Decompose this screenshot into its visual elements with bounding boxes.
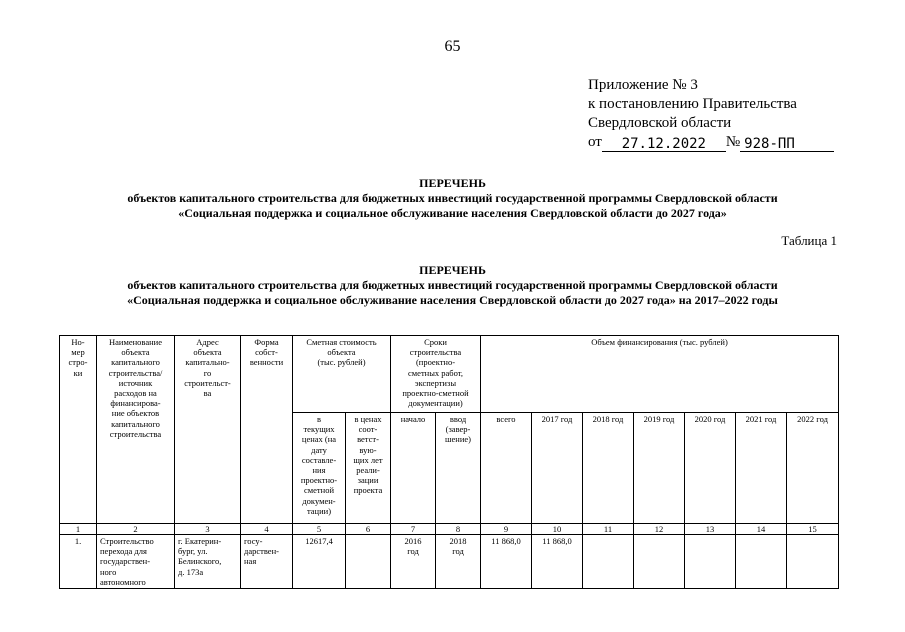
column-number: 15: [787, 524, 839, 535]
header-end: ввод (завер- шение): [436, 413, 481, 524]
column-number: 8: [436, 524, 481, 535]
column-number: 12: [634, 524, 685, 535]
resolution-date: 27.12.2022: [602, 135, 726, 152]
header-cost-period: в ценах соот- ветст- вую- щих лет реали- зации проекта: [346, 413, 391, 524]
cell-2019: [634, 535, 685, 589]
header-2018: 2018 год: [583, 413, 634, 524]
column-number: 11: [583, 524, 634, 535]
cell-object-name: Строительство перехода для государствен- ного автономного: [97, 535, 175, 589]
appendix-line-2: к постановлению Правительства: [588, 96, 797, 112]
cell-2021: [736, 535, 787, 589]
table-label: Таблица 1: [781, 233, 837, 248]
header-2020: 2020 год: [685, 413, 736, 524]
appendix-block: [588, 76, 834, 152]
cell-2018: [583, 535, 634, 589]
header-address: Адрес объекта капитально- го строительст- ва: [175, 336, 241, 524]
list-title-2-line-2: объектов капитального строительства для бюджетных инвестиций государственной программы Свердловской области: [127, 278, 778, 292]
resolution-number: 928-ПП: [740, 135, 834, 152]
column-number: 9: [481, 524, 532, 535]
list-title-1-line-3: «Социальная поддержка и социальное обслуживание населения Свердловской области до 2027 года»: [178, 206, 727, 220]
column-number: 5: [293, 524, 346, 535]
header-2019: 2019 год: [634, 413, 685, 524]
header-2017: 2017 год: [532, 413, 583, 524]
from-label: от: [588, 134, 602, 150]
header-start: начало: [391, 413, 436, 524]
cell-start: 2016 год: [391, 535, 436, 589]
column-number: 10: [532, 524, 583, 535]
cell-ownership: госу- дарствен- ная: [241, 535, 293, 589]
header-cost-current: в текущих ценах (на дату составле- ния проектно- сметной докумен- тации): [293, 413, 346, 524]
column-number: 13: [685, 524, 736, 535]
column-number: 3: [175, 524, 241, 535]
header-construction-terms: Сроки строительства (проектно- сметных работ, экспертизы проектно-сметной документации): [391, 336, 481, 413]
cell-cost-current: 12617,4: [293, 535, 346, 589]
header-estimated-cost: Сметная стоимость объекта (тыс. рублей): [293, 336, 391, 413]
header-ownership: Форма собст- венности: [241, 336, 293, 524]
cell-2017: 11 868,0: [532, 535, 583, 589]
list-title-2: [0, 263, 905, 308]
column-number: 4: [241, 524, 293, 535]
cell-2020: [685, 535, 736, 589]
column-number: 2: [97, 524, 175, 535]
table-header-row-1: [60, 336, 839, 413]
cell-total: 11 868,0: [481, 535, 532, 589]
appendix-line-1: Приложение № 3: [588, 77, 698, 93]
list-title-1-line-2: объектов капитального строительства для бюджетных инвестиций государственной программы Свердловской области: [127, 191, 778, 205]
page-number: 65: [444, 38, 461, 55]
column-number-row: [60, 524, 839, 535]
list-title-1: [0, 176, 905, 221]
column-number: 1: [60, 524, 97, 535]
header-object-name: Наименование объекта капитального строительства/ источник расходов на финансирова- ние объектов капитального строительства: [97, 336, 175, 524]
appendix-line-3: Свердловской области: [588, 115, 732, 131]
header-2021: 2021 год: [736, 413, 787, 524]
number-label: №: [725, 134, 741, 150]
cell-end: 2018 год: [436, 535, 481, 589]
header-2022: 2022 год: [787, 413, 839, 524]
list-title-2-line-1: ПЕРЕЧЕНЬ: [419, 263, 486, 277]
header-financing-volume: Объем финансирования (тыс. рублей): [481, 336, 839, 413]
cell-cost-period: [346, 535, 391, 589]
table-row: [60, 535, 839, 589]
column-number: 14: [736, 524, 787, 535]
list-title-2-line-3: «Социальная поддержка и социальное обслуживание населения Свердловской области до 2027 года» на 2017–2022 годы: [127, 293, 778, 307]
header-total: всего: [481, 413, 532, 524]
column-number: 6: [346, 524, 391, 535]
column-number: 7: [391, 524, 436, 535]
cell-address: г. Екатерин- бург, ул. Белинского, д. 173а: [175, 535, 241, 589]
financing-table: [59, 335, 839, 589]
cell-2022: [787, 535, 839, 589]
list-title-1-line-1: ПЕРЕЧЕНЬ: [419, 176, 486, 190]
appendix-line-4: [588, 133, 834, 152]
cell-row-number: 1.: [60, 535, 97, 589]
header-row-number: Но- мер стро- ки: [60, 336, 97, 524]
